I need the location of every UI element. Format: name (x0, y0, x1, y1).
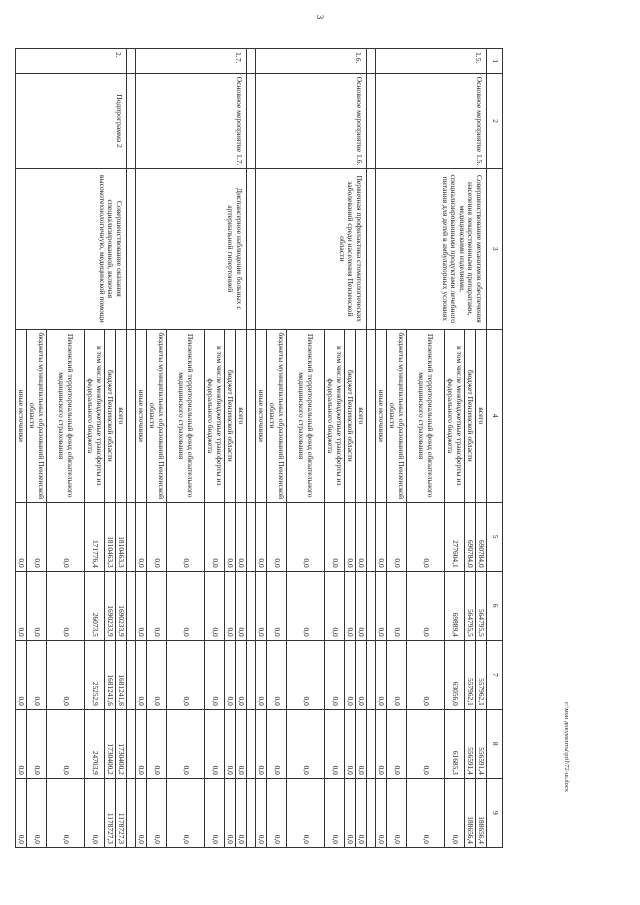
value-cell: 0,0 (287, 571, 325, 640)
value-cell: 188656,4 (465, 778, 476, 847)
table-row (116, 49, 127, 848)
value-cell: 0,0 (356, 571, 367, 640)
spacer-cell (127, 778, 136, 847)
value-cell: 0,0 (27, 640, 47, 709)
spacer-cell (247, 502, 256, 571)
value-cell: 0,0 (267, 571, 287, 640)
value-cell: 0,0 (167, 778, 205, 847)
table-body (16, 49, 503, 848)
spacer-cell (367, 329, 376, 502)
value-cell: 0,0 (16, 640, 27, 709)
value-cell: 0,0 (325, 571, 345, 640)
spacer-cell (127, 571, 136, 640)
value-cell: 0,0 (147, 502, 167, 571)
section-code: 2. (16, 49, 127, 74)
value-cell: 0,0 (345, 571, 356, 640)
value-cell: 557962,1 (465, 640, 476, 709)
value-cell: 0,0 (387, 640, 407, 709)
value-cell: 0,0 (225, 502, 236, 571)
spacer-cell (247, 49, 256, 74)
value-cell: 0,0 (147, 709, 167, 778)
value-cell: 0,0 (16, 709, 27, 778)
value-cell: 0,0 (256, 709, 267, 778)
value-cell: 1730400,2 (116, 709, 127, 778)
funding-source: в том числе межбюджетные трансферты из федерального бюджета (205, 329, 225, 502)
header-cell: 3 (487, 168, 503, 329)
header-cell: 5 (487, 502, 503, 571)
section-code: 1.5. (376, 49, 487, 74)
value-cell: 61685,3 (445, 709, 465, 778)
value-cell: 0,0 (225, 571, 236, 640)
value-cell: 0,0 (47, 709, 85, 778)
spacer-cell (367, 49, 376, 74)
value-cell: 0,0 (236, 709, 247, 778)
value-cell: 0,0 (387, 502, 407, 571)
value-cell: 0,0 (325, 709, 345, 778)
value-cell: 0,0 (407, 571, 445, 640)
spacer-cell (127, 74, 136, 168)
value-cell: 0,0 (167, 640, 205, 709)
funding-source: иные источники (256, 329, 267, 502)
value-cell: 0,0 (47, 502, 85, 571)
funding-source: бюджет Пензенской области (225, 329, 236, 502)
value-cell: 0,0 (356, 502, 367, 571)
value-cell: 0,0 (407, 640, 445, 709)
spacer-cell (127, 709, 136, 778)
header-cell: 7 (487, 640, 503, 709)
header-cell: 8 (487, 709, 503, 778)
value-cell: 0,0 (27, 571, 47, 640)
value-cell: 0,0 (445, 778, 465, 847)
funding-source: Пензенский территориальный фонд обязательного медицинского страхования (287, 329, 325, 502)
value-cell: 0,0 (136, 571, 147, 640)
value-cell: 0,0 (27, 778, 47, 847)
value-cell: 1690233,9 (116, 571, 127, 640)
value-cell: 0,0 (407, 502, 445, 571)
value-cell: 0,0 (267, 709, 287, 778)
value-cell: 0,0 (325, 640, 345, 709)
table-row (236, 49, 247, 848)
spacer-cell (247, 168, 256, 329)
spacer-cell (367, 502, 376, 571)
spacer-cell (367, 778, 376, 847)
value-cell: 0,0 (47, 640, 85, 709)
value-cell: 188656,4 (476, 778, 487, 847)
spacer-cell (247, 74, 256, 168)
value-cell: 556591,4 (465, 709, 476, 778)
value-cell: 0,0 (236, 502, 247, 571)
value-cell: 0,0 (47, 778, 85, 847)
value-cell: 0,0 (205, 571, 225, 640)
value-cell: 0,0 (387, 778, 407, 847)
section-code: 1.6. (256, 49, 367, 74)
value-cell: 1690233,9 (105, 571, 116, 640)
value-cell: 1178727,3 (116, 778, 127, 847)
spacer-cell (247, 329, 256, 502)
spacer-cell (127, 640, 136, 709)
program-description: Совершенствование механизмов обеспечения населения лекарственными препаратами, медицинскими изделиями, специализированными продуктами лечебного питания для детей в амбулаторных условиях (376, 168, 487, 329)
value-cell: 0,0 (167, 502, 205, 571)
financing-table (15, 48, 503, 848)
value-cell: 0,0 (147, 640, 167, 709)
value-cell: 0,0 (147, 571, 167, 640)
value-cell: 0,0 (225, 640, 236, 709)
value-cell: 0,0 (407, 778, 445, 847)
value-cell: 0,0 (287, 640, 325, 709)
value-cell: 0,0 (205, 502, 225, 571)
program-description: Совершенствование оказания специализированной, включая высокотехнологичную, медицинской помощи (16, 168, 127, 329)
value-cell: 0,0 (287, 502, 325, 571)
spacer-cell (247, 640, 256, 709)
value-cell: 1681241,6 (105, 640, 116, 709)
spacer-cell (127, 329, 136, 502)
value-cell: 0,0 (376, 778, 387, 847)
value-cell: 0,0 (27, 709, 47, 778)
value-cell: 0,0 (205, 778, 225, 847)
value-cell: 0,0 (345, 502, 356, 571)
spacer-cell (247, 571, 256, 640)
funding-source: Пензенский территориальный фонд обязательного медицинского страхования (407, 329, 445, 502)
funding-source: иные источники (136, 329, 147, 502)
funding-source: бюджет Пензенской области (465, 329, 476, 502)
value-cell: 26073,5 (85, 571, 105, 640)
value-cell: 1178727,3 (105, 778, 116, 847)
header-cell: 6 (487, 571, 503, 640)
value-cell: 0,0 (256, 778, 267, 847)
value-cell: 0,0 (136, 778, 147, 847)
funding-source: всего (116, 329, 127, 502)
section-name: Подпрограмма 2 (16, 74, 127, 168)
spacer-cell (247, 709, 256, 778)
spacer-row (247, 49, 256, 848)
value-cell: 1681241,6 (116, 640, 127, 709)
spacer-cell (367, 74, 376, 168)
value-cell: 0,0 (267, 778, 287, 847)
value-cell: 0,0 (387, 571, 407, 640)
funding-source: бюджеты муниципальных образований Пензенской области (387, 329, 407, 502)
value-cell: 0,0 (376, 571, 387, 640)
value-cell: 0,0 (407, 709, 445, 778)
spacer-row (367, 49, 376, 848)
section-name: Основное мероприятие 1.7. (136, 74, 247, 168)
program-description: Первичная профилактика стоматологических заболеваний среди населения Пензенской области (256, 168, 367, 329)
value-cell: 0,0 (387, 709, 407, 778)
value-cell: 0,0 (236, 640, 247, 709)
value-cell: 0,0 (167, 709, 205, 778)
value-cell: 0,0 (205, 709, 225, 778)
funding-source: в том числе межбюджетные трансферты из федерального бюджета (85, 329, 105, 502)
funding-source: иные источники (16, 329, 27, 502)
spacer-cell (247, 778, 256, 847)
value-cell: 0,0 (136, 502, 147, 571)
value-cell: 690784,0 (465, 502, 476, 571)
funding-source: иные источники (376, 329, 387, 502)
funding-source: бюджет Пензенской области (105, 329, 116, 502)
funding-source: Пензенский территориальный фонд обязательного медицинского страхования (167, 329, 205, 502)
value-cell: 0,0 (27, 502, 47, 571)
value-cell: 0,0 (325, 778, 345, 847)
value-cell: 0,0 (256, 640, 267, 709)
footer-file-path: c:\мои документы\pril\72-ш.docx (563, 702, 570, 793)
value-cell: 0,0 (256, 571, 267, 640)
funding-source: бюджет Пензенской области (345, 329, 356, 502)
spacer-cell (367, 640, 376, 709)
value-cell: 0,0 (267, 502, 287, 571)
value-cell: 0,0 (345, 778, 356, 847)
value-cell: 0,0 (136, 640, 147, 709)
section-name: Основное мероприятие 1.5. (376, 74, 487, 168)
section-name: Основное мероприятие 1.6. (256, 74, 367, 168)
value-cell: 171776,4 (85, 502, 105, 571)
section-code: 1.7. (136, 49, 247, 74)
value-cell: 0,0 (345, 640, 356, 709)
funding-source: бюджеты муниципальных образований Пензенской области (267, 329, 287, 502)
value-cell: 0,0 (376, 709, 387, 778)
funding-source: бюджеты муниципальных образований Пензенской области (147, 329, 167, 502)
funding-source: всего (236, 329, 247, 502)
funding-source: в том числе межбюджетные трансферты из федерального бюджета (445, 329, 465, 502)
value-cell: 0,0 (376, 640, 387, 709)
value-cell: 0,0 (356, 640, 367, 709)
value-cell: 564795,5 (476, 571, 487, 640)
funding-source: всего (476, 329, 487, 502)
value-cell: 0,0 (16, 571, 27, 640)
value-cell: 0,0 (325, 502, 345, 571)
value-cell: 0,0 (85, 778, 105, 847)
value-cell: 0,0 (136, 709, 147, 778)
spacer-cell (367, 168, 376, 329)
table-frame (17, 48, 503, 848)
funding-source: Пензенский территориальный фонд обязательного медицинского страхования (47, 329, 85, 502)
value-cell: 0,0 (147, 778, 167, 847)
value-cell: 0,0 (47, 571, 85, 640)
value-cell: 0,0 (287, 709, 325, 778)
spacer-cell (127, 168, 136, 329)
value-cell: 0,0 (16, 502, 27, 571)
value-cell: 0,0 (345, 709, 356, 778)
value-cell: 0,0 (356, 709, 367, 778)
spacer-row (127, 49, 136, 848)
funding-source: в том числе межбюджетные трансферты из федерального бюджета (325, 329, 345, 502)
value-cell: 63056,0 (445, 640, 465, 709)
funding-source: всего (356, 329, 367, 502)
value-cell: 25252,9 (85, 640, 105, 709)
header-cell: 4 (487, 329, 503, 502)
value-cell: 277604,1 (445, 502, 465, 571)
header-cell: 1 (487, 49, 503, 74)
value-cell: 0,0 (167, 571, 205, 640)
value-cell: 556591,4 (476, 709, 487, 778)
page-number: 3 (315, 14, 325, 20)
value-cell: 0,0 (356, 778, 367, 847)
value-cell: 1810463,3 (116, 502, 127, 571)
value-cell: 1810463,3 (105, 502, 116, 571)
spacer-cell (127, 502, 136, 571)
value-cell: 564795,5 (465, 571, 476, 640)
value-cell: 690784,0 (476, 502, 487, 571)
value-cell: 0,0 (256, 502, 267, 571)
value-cell: 0,0 (205, 640, 225, 709)
spacer-cell (367, 709, 376, 778)
spacer-cell (367, 571, 376, 640)
table-row (356, 49, 367, 848)
spacer-cell (127, 49, 136, 74)
value-cell: 0,0 (267, 640, 287, 709)
header-row (487, 49, 503, 848)
value-cell: 0,0 (225, 709, 236, 778)
value-cell: 557962,1 (476, 640, 487, 709)
value-cell: 69889,4 (445, 571, 465, 640)
header-cell: 2 (487, 74, 503, 168)
funding-source: бюджеты муниципальных образований Пензенской области (27, 329, 47, 502)
rotated-table-container (17, 48, 503, 848)
value-cell: 0,0 (236, 571, 247, 640)
value-cell: 0,0 (225, 778, 236, 847)
value-cell: 0,0 (236, 778, 247, 847)
value-cell: 0,0 (287, 778, 325, 847)
value-cell: 1730400,2 (105, 709, 116, 778)
program-description: Диспансерное наблюдение больных с артериальной гипертонией (136, 168, 247, 329)
header-cell: 9 (487, 778, 503, 847)
value-cell: 0,0 (16, 778, 27, 847)
table-row (476, 49, 487, 848)
value-cell: 24703,9 (85, 709, 105, 778)
value-cell: 0,0 (376, 502, 387, 571)
